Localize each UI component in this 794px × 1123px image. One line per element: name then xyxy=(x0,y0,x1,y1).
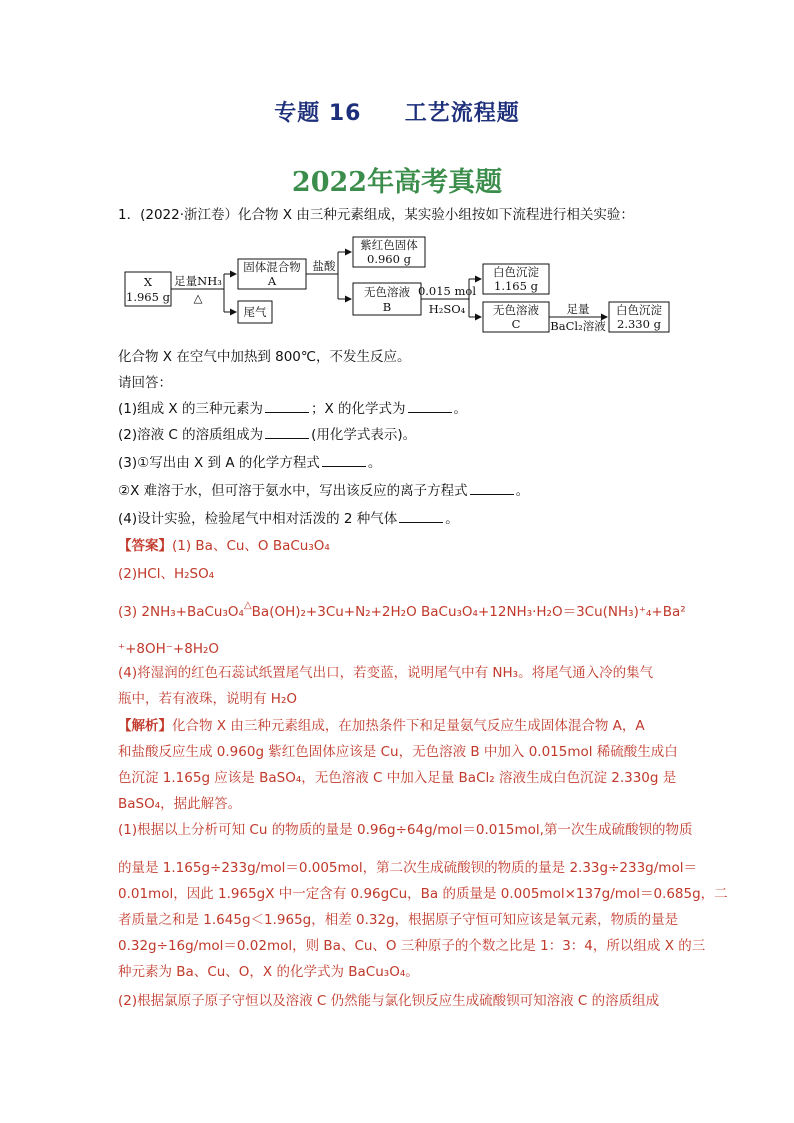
flow-a-line2: A xyxy=(267,274,277,288)
answer-blank[interactable] xyxy=(399,510,443,523)
answer-blank[interactable] xyxy=(265,426,309,439)
analysis-line-1: 【解析】化合物 X 由三种元素组成，在加热条件下和足量氨气反应生成固体混合物 A，A xyxy=(118,718,645,734)
answer-2: (2)HCl、H₂SO₄ xyxy=(118,566,215,582)
flow-white2-line1: 白色沉淀 xyxy=(616,303,662,317)
analysis-line-3: 色沉淀 1.165g 应该是 BaSO₄，无色溶液 C 中加入足量 BaCl₂ 溶液生成白色沉淀 2.330g 是 xyxy=(118,770,677,786)
flow-x-label: X xyxy=(143,275,153,289)
analysis-line-8: 者质量之和是 1.645g＜1.965g，相差 0.32g，根据原子守恒可知应该是氧元素，物质的量是 xyxy=(118,912,679,928)
flow-bacl2-amount: 足量 xyxy=(566,302,590,316)
flow-heat-symbol: △ xyxy=(193,291,203,305)
analysis-line-9: 0.32g÷16g/mol＝0.02mol，则 Ba、Cu、O 三种原子的个数之比是 1：3：4，所以组成 X 的三 xyxy=(118,938,706,954)
analysis-line-2: 和盐酸反应生成 0.960g 紫红色固体应该是 Cu，无色溶液 B 中加入 0.015mol 稀硫酸生成白 xyxy=(118,744,678,760)
question-3-2: ②X 难溶于水，但可溶于氨水中，写出该反应的离子方程式 。 xyxy=(118,483,530,499)
flow-white1-line2: 1.165 g xyxy=(494,279,538,293)
process-flow-diagram xyxy=(124,234,684,338)
question-1: (1)组成 X 的三种元素为 ；X 的化学式为 。 xyxy=(118,401,468,417)
flow-reagent-nh3: 足量NH₃ xyxy=(174,274,222,288)
heat-delta-icon: △ xyxy=(243,600,252,611)
answer-blank[interactable] xyxy=(408,400,452,413)
analysis-tag: 【解析】 xyxy=(118,718,172,734)
flow-white2-line2: 2.330 g xyxy=(617,317,661,331)
question-2: (2)溶液 C 的溶质组成为 (用化学式表示)。 xyxy=(118,427,417,443)
question-3-1: (3)①写出由 X 到 A 的化学方程式 。 xyxy=(118,455,382,471)
flow-bacl2: BaCl₂溶液 xyxy=(550,319,606,333)
analysis-line-11: (2)根据氯原子原子守恒以及溶液 C 仍然能与氯化钡反应生成硫酸钡可知溶液 C 的溶质组成 xyxy=(118,993,660,1009)
answer-blank[interactable] xyxy=(265,400,309,413)
flow-solution-c-line2: C xyxy=(511,317,521,331)
analysis-line-10: 种元素为 Ba、Cu、O，X 的化学式为 BaCu₃O₄。 xyxy=(118,964,419,980)
analysis-line-4: BaSO₄，据此解答。 xyxy=(118,796,242,812)
flow-acid: 盐酸 xyxy=(312,259,336,273)
answer-4-line1: (4)将湿润的红色石蕊试纸置尾气出口，若变蓝，说明尾气中有 NH₃。将尾气通入冷的集气 xyxy=(118,665,654,681)
flow-red-solid-line1: 紫红色固体 xyxy=(360,238,418,252)
question-prompt: 请回答： xyxy=(118,375,172,391)
analysis-line-5: (1)根据以上分析可知 Cu 的物质的量是 0.96g÷64g/mol＝0.015mol,第一次生成硫酸钡的物质 xyxy=(118,822,693,838)
answer-tag: 【答案】 xyxy=(118,538,172,554)
answer-4-line2: 瓶中，若有液珠，说明有 H₂O xyxy=(118,691,297,707)
flow-h2so4: H₂SO₄ xyxy=(428,302,466,316)
flow-solution-b-line1: 无色溶液 xyxy=(364,285,410,299)
section-subtitle: 2022年高考真题 xyxy=(291,167,503,198)
analysis-line-6: 的量是 1.165g÷233g/mol＝0.005mol，第二次生成硫酸钡的物质的量是 2.33g÷233g/mol＝ xyxy=(118,860,697,876)
flow-x-mass: 1.965 g xyxy=(126,290,170,304)
answer-blank[interactable] xyxy=(470,482,514,495)
answer-1: 【答案】(1) Ba、Cu、O BaCu₃O₄ xyxy=(118,538,330,554)
analysis-line-7: 0.01mol，因此 1.965gX 中一定含有 0.96gCu，Ba 的质量是 0.005mol×137g/mol＝0.685g，二 xyxy=(118,886,728,902)
question-note: 化合物 X 在空气中加热到 800℃，不发生反应。 xyxy=(118,349,411,365)
page-title: 专题 16 工艺流程题 xyxy=(274,101,520,126)
flow-red-solid-line2: 0.960 g xyxy=(367,252,411,266)
flow-white1-line1: 白色沉淀 xyxy=(493,265,539,279)
flow-h2so4-amount: 0.015 mol xyxy=(417,284,477,298)
answer-3-cont: ⁺+8OH⁻+8H₂O xyxy=(118,641,220,657)
question-4: (4)设计实验，检验尾气中相对活泼的 2 种气体 。 xyxy=(118,511,459,527)
flow-solution-b-line2: B xyxy=(382,300,392,314)
question-intro: 1．(2022·浙江卷）化合物 X 由三种元素组成，某实验小组按如下流程进行相关实验： xyxy=(118,207,634,223)
flow-tail-gas: 尾气 xyxy=(243,305,267,319)
answer-blank[interactable] xyxy=(322,454,366,467)
flow-solution-c-line1: 无色溶液 xyxy=(493,303,539,317)
answer-3: (3) 2NH₃+BaCu₃O₄△Ba(OH)₂+3Cu+N₂+2H₂O BaCu₃O₄+12NH₃·H₂O＝3Cu(NH₃)⁺₄+Ba² xyxy=(118,600,686,620)
flow-a-line1: 固体混合物 xyxy=(243,260,301,274)
